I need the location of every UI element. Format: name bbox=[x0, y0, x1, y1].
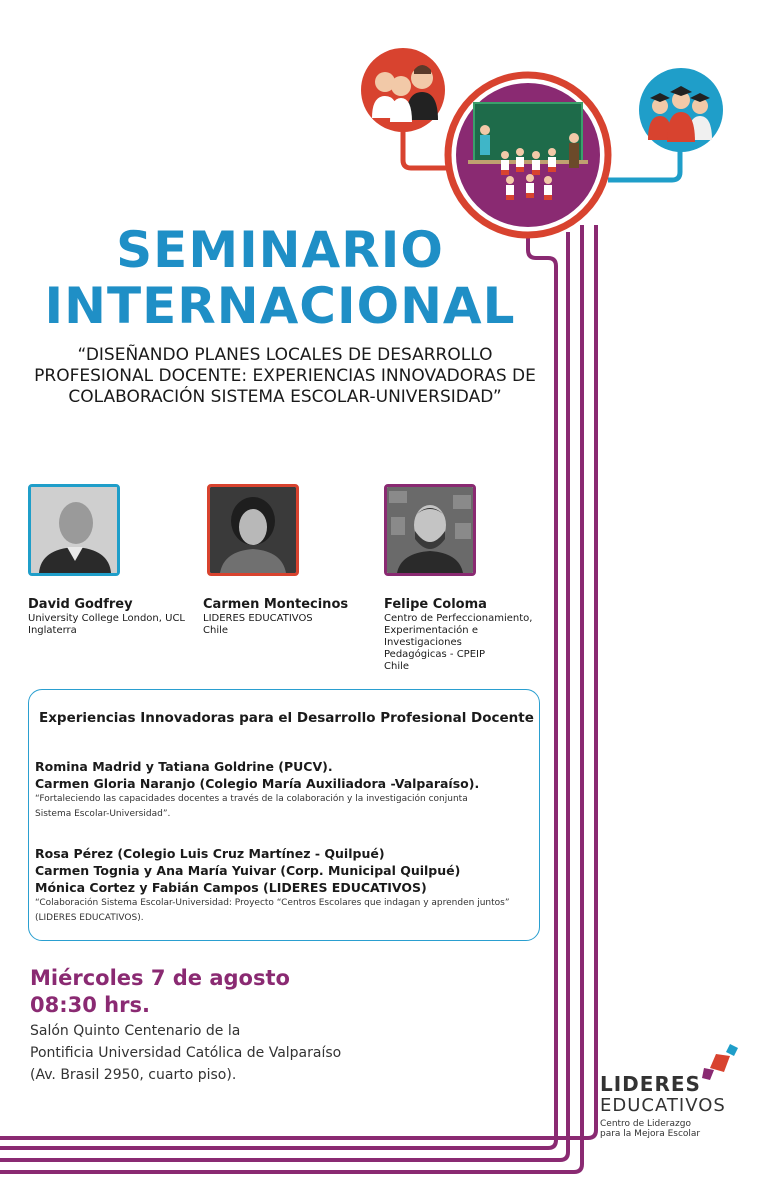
presenters-line: Rosa Pérez (Colegio Luis Cruz Martínez - Quilpué) bbox=[35, 846, 385, 861]
event-time: 08:30 hrs. bbox=[30, 993, 150, 1017]
graduates-circle-icon bbox=[639, 68, 723, 152]
speaker-3 bbox=[384, 597, 554, 673]
experience-group-1 bbox=[35, 758, 479, 822]
event-venue bbox=[30, 1020, 341, 1086]
speaker-name: David Godfrey bbox=[28, 597, 133, 612]
classroom-circle-icon bbox=[448, 75, 608, 235]
speaker-country: Inglaterra bbox=[28, 625, 77, 636]
speaker-photo-2 bbox=[207, 484, 299, 576]
presenters-line: Carmen Tognia y Ana María Yuivar (Corp. Municipal Quilpué) bbox=[35, 863, 461, 878]
experiences-heading: Experiencias Innovadoras para el Desarrollo Profesional Docente bbox=[39, 710, 534, 726]
title-line-1: SEMINARIO bbox=[116, 221, 444, 279]
speaker-affiliation: Experimentación e Investigaciones bbox=[384, 625, 478, 648]
talk-title: Sistema Escolar-Universidad”. bbox=[35, 809, 171, 819]
speaker-country: Chile bbox=[384, 661, 410, 672]
speaker-country: Chile bbox=[203, 625, 229, 636]
speaker-photo-1 bbox=[28, 484, 120, 576]
lideres-educativos-logo bbox=[600, 1042, 750, 1142]
portrait-image bbox=[387, 487, 473, 573]
logo-tagline bbox=[600, 1119, 700, 1139]
presenters-line: Mónica Cortez y Fabián Campos (LIDERES EDUCATIVOS) bbox=[35, 880, 427, 895]
subtitle: “DISEÑANDO PLANES LOCALES DE DESARROLLO PROFESIONAL DOCENTE: EXPERIENCIAS INNOVADORAS DE COLABORACIÓN SISTEMA ESCOLAR-UNIVERSIDAD” bbox=[34, 345, 536, 407]
venue-line: Pontificia Universidad Católica de Valparaíso bbox=[30, 1045, 342, 1061]
speaker-1 bbox=[28, 597, 198, 637]
speaker-name: Felipe Coloma bbox=[384, 597, 487, 612]
speaker-affiliation: LIDERES EDUCATIVOS bbox=[203, 613, 313, 624]
speaker-name: Carmen Montecinos bbox=[203, 597, 349, 612]
presenters-line: Romina Madrid y Tatiana Goldrine (PUCV). bbox=[35, 759, 333, 774]
talk-title: “Fortaleciendo las capacidades docentes a través de la colaboración y la investigación conjunta bbox=[35, 794, 468, 804]
logo-text-line-2: EDUCATIVOS bbox=[600, 1095, 726, 1116]
venue-line: (Av. Brasil 2950, cuarto piso). bbox=[30, 1067, 237, 1083]
venue-line: Salón Quinto Centenario de la bbox=[30, 1023, 241, 1039]
portrait-image bbox=[31, 487, 117, 573]
experiences-box bbox=[28, 689, 540, 941]
speaker-affiliation: Pedagógicas - CPEIP bbox=[384, 649, 486, 660]
family-circle-icon bbox=[361, 48, 445, 132]
title-line-2: INTERNACIONAL bbox=[44, 277, 516, 335]
logo-mark-icon bbox=[700, 1042, 742, 1082]
talk-title: “Colaboración Sistema Escolar-Universidad: Proyecto “Centros Escolares que indagan y aprenden juntos” bbox=[35, 898, 510, 908]
portrait-image bbox=[210, 487, 296, 573]
logo-tagline-line: Centro de Liderazgo bbox=[600, 1119, 691, 1129]
speaker-affiliation: University College London, UCL bbox=[28, 613, 185, 624]
event-date: Miércoles 7 de agosto bbox=[30, 966, 290, 990]
speaker-affiliation: Centro de Perfeccionamiento, bbox=[384, 613, 533, 624]
speaker-photo-3 bbox=[384, 484, 476, 576]
presenters-line: Carmen Gloria Naranjo (Colegio María Auxiliadora -Valparaíso). bbox=[35, 776, 480, 791]
talk-title: (LIDERES EDUCATIVOS). bbox=[35, 913, 144, 923]
speaker-2 bbox=[203, 597, 373, 637]
logo-text-line-1: LIDERES bbox=[600, 1072, 701, 1096]
logo-tagline-line: para la Mejora Escolar bbox=[600, 1129, 701, 1139]
experience-group-2 bbox=[35, 845, 510, 926]
